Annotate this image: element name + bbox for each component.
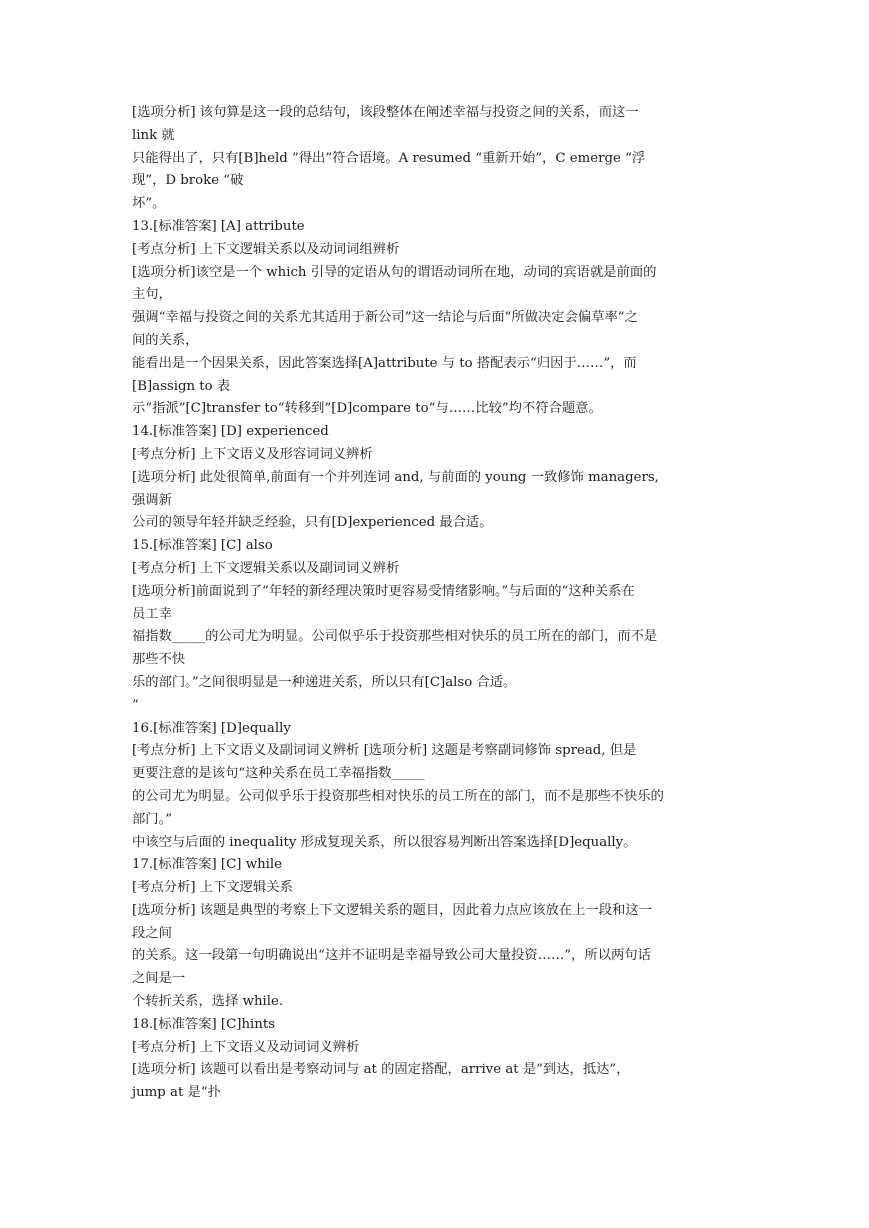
text-line: 能看出是一个因果关系，因此答案选择[A]attribute 与 to 搭配表示“归因于……”，而 [132,355,637,371]
text-line: 主句， [132,287,172,303]
question-heading: 16.[标准答案] [D]equally [132,720,291,736]
text-line: 示“指派”[C]transfer to“转移到”[D]compare to“与……比较”均不符合题意。 [132,401,602,417]
text-line: link 就 [132,127,175,143]
text-line: 更要注意的是该句“这种关系在员工幸福指数_____ [132,766,425,782]
text-line: ” [132,697,139,713]
text-line: [考点分析] 上下文逻辑关系以及副词词义辨析 [132,560,400,576]
question-heading: 13.[标准答案] [A] attribute [132,218,305,234]
text-line: 现”，D broke “破 [132,173,244,189]
text-line: 强调新 [132,492,172,508]
text-line: [选项分析] 该题是典型的考察上下文逻辑关系的题目，因此着力点应该放在上一段和这一 [132,902,652,918]
text-line: jump at 是“扑 [132,1085,221,1101]
text-line: [选项分析] 该题可以看出是考察动词与 at 的固定搭配，arrive at 是“到达，抵达”， [132,1062,630,1078]
text-line: 中该空与后面的 inequality 形成复现关系，所以很容易判断出答案选择[D]equally。 [132,834,637,850]
text-line: 段之间 [132,925,172,941]
text-line: [考点分析] 上下文逻辑关系 [132,880,293,896]
text-line: 福指数_____的公司尤为明显。公司似乎乐于投资那些相对快乐的员工所在的部门，而不是 [132,629,658,645]
question-heading: 15.[标准答案] [C] also [132,538,273,554]
text-line: 的关系。这一段第一句明确说出“这并不证明是幸福导致公司大量投资……”，所以两句话 [132,948,651,964]
text-line: 的公司尤为明显。公司似乎乐于投资那些相对快乐的员工所在的部门，而不是那些不快乐的 [132,788,664,804]
text-line: [选项分析]前面说到了“年轻的新经理决策时更容易受情绪影响。”与后面的“这种关系在 [132,583,635,599]
text-line: 间的关系， [132,332,199,348]
text-line: [选项分析] 该句算是这一段的总结句，该段整体在阐述幸福与投资之间的关系，而这一 [132,105,639,120]
text-line: [选项分析] 此处很简单,前面有一个并列连词 and, 与前面的 young 一致修饰 managers, [132,469,659,485]
question-heading: 17.[标准答案] [C] while [132,857,283,873]
text-line: [B]assign to 表 [132,378,231,394]
question-heading: 14.[标准答案] [D] experienced [132,424,329,440]
text-line: 那些不快 [132,652,186,668]
text-line: 只能得出了，只有[B]held ”得出”符合语境。A resumed “重新开始”，C emerge “浮 [132,150,646,166]
text-line: 公司的领导年轻并缺乏经验，只有[D]experienced 最合适。 [132,515,493,531]
text-line: 乐的部门。”之间很明显是一种递进关系，所以只有[C]also 合适。 [132,674,517,690]
text-line: 强调“幸福与投资之间的关系尤其适用于新公司”这一结论与后面“所做决定会偏草率”之 [132,310,638,326]
text-line: 之间是一 [132,971,186,987]
text-line: 部门。” [132,811,173,827]
text-line: [考点分析] 上下文语义及形容词词义辨析 [132,446,373,462]
text-line: [考点分析] 上下文逻辑关系以及动词词组辨析 [132,241,400,257]
text-line: [选项分析]该空是一个 which 引导的定语从句的谓语动词所在地，动词的宾语就是前面的 [132,264,657,280]
text-line: 坏”。 [132,196,166,212]
text-line: [考点分析] 上下文语义及动词词义辨析 [132,1039,360,1055]
text-line: 个转折关系，选择 while. [132,994,284,1010]
text-line: [考点分析] 上下文语义及副词词义辨析 [选项分析] 这题是考察副词修饰 spread, 但是 [132,743,637,759]
text-line: 员工幸 [132,606,172,622]
document-page [132,102,742,1105]
question-heading: 18.[标准答案] [C]hints [132,1016,276,1032]
